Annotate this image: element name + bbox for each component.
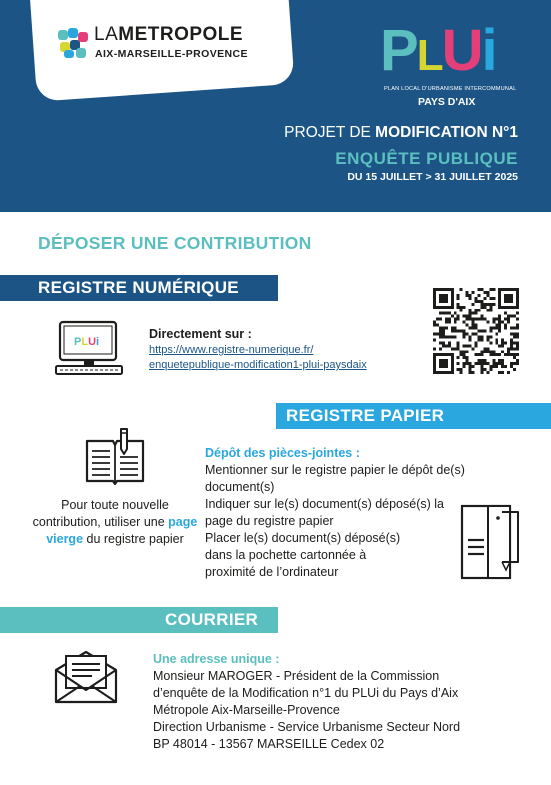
- registre-numerique-label: REGISTRE NUMÉRIQUE: [38, 278, 239, 297]
- courrier-label: COURRIER: [165, 610, 259, 629]
- computer-icon: [54, 320, 126, 376]
- nouvelle-contribution-text: Pour toute nouvelle contribution, utiliser une page vierge du registre papier: [32, 498, 198, 546]
- address-line: BP 48014 - 13567 MARSEILLE Cedex 02: [153, 737, 385, 751]
- plui-logo: [376, 20, 524, 110]
- address-line: Direction Urbanisme - Service Urbanisme Secteur Nord: [153, 720, 461, 734]
- depot-line: dans la pochette cartonnée à: [205, 548, 367, 562]
- registre-papier-label: REGISTRE PAPIER: [286, 406, 445, 425]
- address-line: d’enquête de la Modification n°1 du PLUi du Pays d’Aix: [153, 686, 459, 700]
- registre-link-line1[interactable]: https://www.registre-numerique.fr/: [149, 344, 314, 356]
- metropole-logo-icon: [56, 26, 90, 60]
- depot-title: Dépôt des pièces-jointes :: [205, 446, 360, 460]
- plui-wordmark: PLUi: [380, 18, 496, 83]
- adresse-title: Une adresse unique :: [153, 652, 280, 666]
- qr-code-icon[interactable]: [433, 288, 519, 374]
- address-line: Métropole Aix-Marseille-Provence: [153, 703, 340, 717]
- direct-label: Directement sur :: [149, 327, 252, 341]
- registre-link-line2[interactable]: enquetepublique-modification1-plui-paysdaix: [149, 359, 367, 371]
- projet-title: PROJET DE MODIFICATION N°1: [284, 124, 518, 141]
- plui-pays: PAYS D'AIX: [418, 96, 476, 108]
- depot-line: document(s): [205, 480, 275, 494]
- plui-subtitle: PLAN LOCAL D'URBANISME INTERCOMMUNAL: [384, 86, 517, 92]
- depot-line: proximité de l’ordinateur: [205, 565, 339, 579]
- enquete-dates: DU 15 JUILLET > 31 JUILLET 2025: [347, 171, 518, 183]
- book-pen-icon: [83, 427, 147, 487]
- deposer-heading: DÉPOSER UNE CONTRIBUTION: [38, 233, 312, 253]
- depot-line: page du registre papier: [205, 514, 334, 528]
- pc-screen-p: P: [74, 336, 82, 348]
- address-line: Monsieur MAROGER - Président de la Commission: [153, 669, 440, 683]
- svg-text:PLUi: [74, 336, 99, 348]
- header-banner: [0, 0, 551, 212]
- enquete-title: ENQUÊTE PUBLIQUE: [335, 149, 518, 168]
- pc-screen-u: U: [88, 336, 97, 348]
- pc-screen-i: i: [96, 336, 100, 348]
- folder-documents-icon: [458, 502, 524, 582]
- logo-title: LAMETROPOLE: [94, 24, 244, 45]
- courrier-band: [0, 607, 278, 633]
- depot-line: Indiquer sur le(s) document(s) déposé(s) la: [205, 497, 444, 511]
- registre-papier-band: [276, 403, 551, 429]
- depot-line: Mentionner sur le registre papier le dépôt de(s): [205, 463, 465, 477]
- pc-screen-l: L: [81, 336, 89, 348]
- mail-envelope-icon: [52, 648, 120, 704]
- postal-address: [153, 668, 460, 753]
- metropole-logo: [56, 22, 266, 66]
- logo-subtitle: AIX-MARSEILLE-PROVENCE: [95, 48, 248, 60]
- depot-line: Placer le(s) document(s) déposé(s): [205, 531, 401, 545]
- registre-numerique-band: [0, 275, 278, 301]
